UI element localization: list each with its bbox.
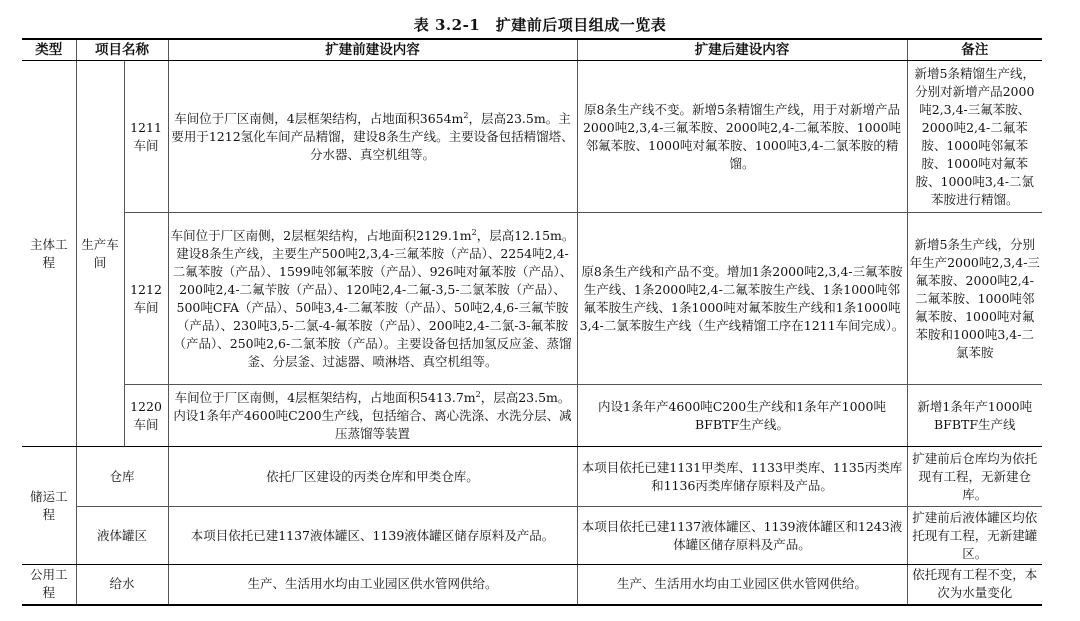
header-before: 扩建前建设内容 bbox=[168, 39, 577, 61]
table-row bbox=[22, 507, 1042, 565]
workshop-1211-after: 原8条生产线不变。新增5条精馏生产线，用于对新增产品2000吨2,3,4-三氟苯胺、2000吨2,4-二氟苯胺、1000吨邻氟苯胺、1000吨对氟苯胺、1000吨3,4-二氯苯胺的精馏。 bbox=[577, 61, 907, 213]
workshop-1211-remark: 新增5条精馏生产线，分别对新增产品2000吨2,3,4-三氟苯胺、2000吨2,4-二氟苯胺、1000吨邻氟苯胺、1000吨对氟苯胺、1000吨3,4-二氯苯胺进行精馏。 bbox=[907, 61, 1042, 213]
tankfarm-before: 本项目依托已建1137液体罐区、1139液体罐区储存原料及产品。 bbox=[168, 507, 577, 565]
header-type: 类型 bbox=[22, 39, 76, 61]
workshop-1220-name: 1220车间 bbox=[124, 385, 168, 447]
workshop-1220-after: 内设1条年产4600吨C200生产线和1条年产1000吨BFBTF生产线。 bbox=[577, 385, 907, 447]
water-supply-remark: 依托现有工程不变，本次为水量变化 bbox=[907, 565, 1042, 605]
water-supply-after: 生产、生活用水均由工业园区供水管网供给。 bbox=[577, 565, 907, 605]
workshop-1212-after: 原8条生产线和产品不变。增加1条2000吨2,3,4-三氟苯胺生产线、1条2000吨2,4-二氟苯胺生产线、1条1000吨邻氟苯胺生产线、1条1000吨对氟苯胺生产线和1条1000吨3,4-二氯苯胺生产线（生产线精馏工序在1211车间完成）。 bbox=[577, 213, 907, 385]
warehouse-remark: 扩建前后仓库均为依托现有工程，无新建仓库。 bbox=[907, 447, 1042, 507]
water-supply-before: 生产、生活用水均由工业园区供水管网供给。 bbox=[168, 565, 577, 605]
group-storage-engineering: 储运工程 bbox=[22, 447, 76, 565]
table-row bbox=[22, 61, 1042, 213]
workshop-1212-name: 1212车间 bbox=[124, 213, 168, 385]
group-main-engineering: 主体工程 bbox=[22, 61, 76, 447]
workshop-1220-remark: 新增1条年产1000吨BFBTF生产线 bbox=[907, 385, 1042, 447]
header-project-name: 项目名称 bbox=[76, 39, 168, 61]
tankfarm-after: 本项目依托已建1137液体罐区、1139液体罐区和1243液体罐区储存原料及产品。 bbox=[577, 507, 907, 565]
tankfarm-remark: 扩建前后液体罐区均依托现有工程，无新建罐区。 bbox=[907, 507, 1042, 565]
group-utility-engineering: 公用工程 bbox=[22, 565, 76, 605]
project-composition-table bbox=[22, 38, 1042, 606]
warehouse-before: 依托厂区建设的丙类仓库和甲类仓库。 bbox=[168, 447, 577, 507]
header-row bbox=[22, 39, 1042, 61]
tankfarm-name: 液体罐区 bbox=[76, 507, 168, 565]
table-row bbox=[22, 565, 1042, 605]
warehouse-name: 仓库 bbox=[76, 447, 168, 507]
workshop-1211-name: 1211车间 bbox=[124, 61, 168, 213]
header-after: 扩建后建设内容 bbox=[577, 39, 907, 61]
water-supply-name: 给水 bbox=[76, 565, 168, 605]
warehouse-after: 本项目依托已建1131甲类库、1133甲类库、1135丙类库和1136丙类库储存原料及产品。 bbox=[577, 447, 907, 507]
table-row bbox=[22, 447, 1042, 507]
header-remark: 备注 bbox=[907, 39, 1042, 61]
workshop-1220-before: 车间位于厂区南侧，4层框架结构，占地面积$5413.7m^2$，层高23.5m。内设1条年产4600吨C200生产线，包括缩合、离心洗涤、水洗分层、减压蒸馏等装置 bbox=[168, 385, 577, 447]
workshop-1211-before: 车间位于厂区南侧，4层框架结构，占地面积$3654m^2$，层高23.5m。主要用于1212氢化车间产品精馏，建设8条生产线。主要设备包括精馏塔、分水器、真空机组等。 bbox=[168, 61, 577, 213]
table-row bbox=[22, 385, 1042, 447]
workshop-1212-remark: 新增5条生产线，分别年生产2000吨2,3,4-三氟苯胺、2000吨2,4-二氟苯胺、1000吨邻氟苯胺、1000吨对氟苯胺和1000吨3,4-二氯苯胺 bbox=[907, 213, 1042, 385]
group-production-workshop: 生产车间 bbox=[76, 61, 124, 447]
table-row bbox=[22, 213, 1042, 385]
table-title: 表 3.2-1 扩建前后项目组成一览表 bbox=[413, 16, 667, 34]
workshop-1212-before: 车间位于厂区南侧，2层框架结构，占地面积$2129.1m^2$，层高12.15m。建设8条生产线，主要生产500吨2,3,4-三氟苯胺（产品）、2254吨2,4-二氟苯胺（产品）、1599吨邻氟苯胺（产品）、926吨对氟苯胺（产品）、200吨2,4-二氟苄胺（产品）、120吨2,4-二氟-3,5-二氯苯胺（产品）、500吨CFA（产品）、50吨3,4-二氟苯胺（产品）、50吨2,4,6-三氟苄胺（产品）、230吨3,5-二氯-4-氟苯胺（产品）、200吨2,4-二氯-3-氟苯胺（产品）、250吨2,6-二氯苯胺（产品）。主要设备包括加氢反应釜、蒸馏釜、分层釜、过滤器、喷淋塔、真空机组等。 bbox=[168, 213, 577, 385]
